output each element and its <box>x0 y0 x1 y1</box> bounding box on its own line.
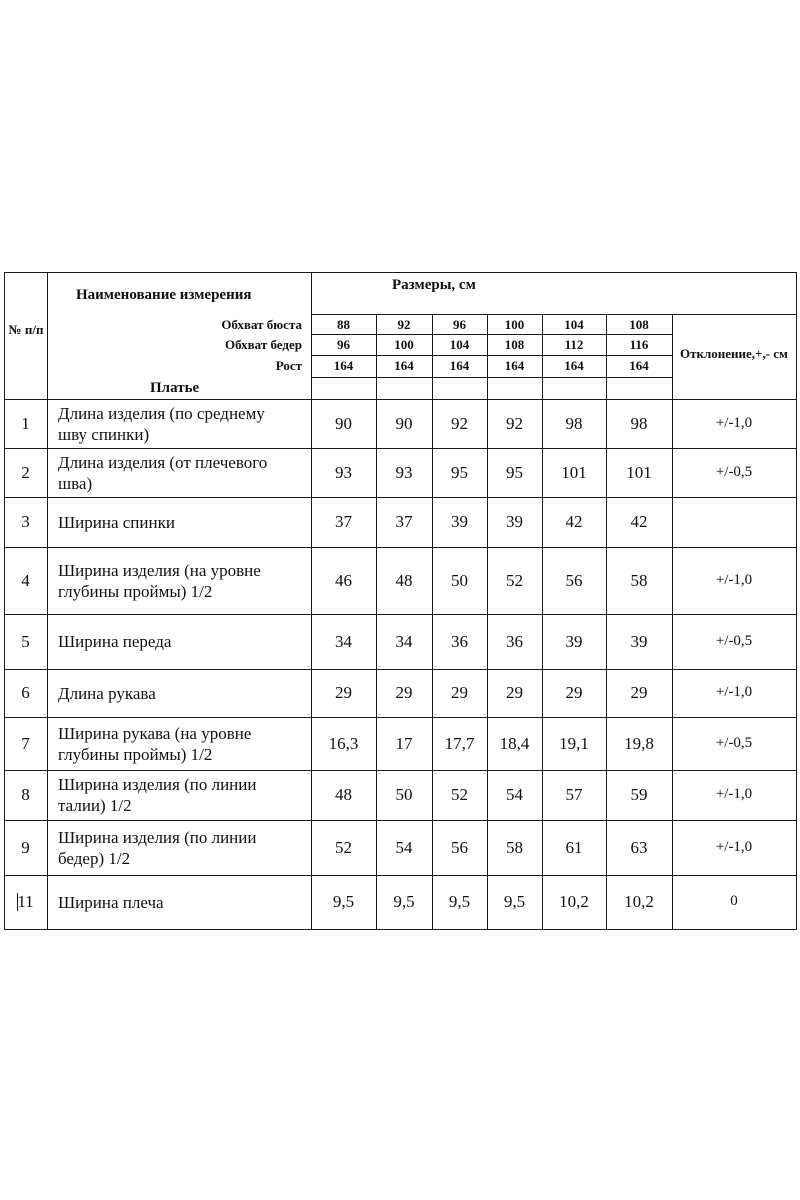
size-value-cell: 37 <box>335 512 352 531</box>
size-value-cell: 52 <box>451 785 468 804</box>
tolerance-cell: +/-0,5 <box>715 734 753 751</box>
bust-size-cell: 100 <box>504 317 525 332</box>
tolerance-cell: +/-1,0 <box>715 571 753 588</box>
size-value-cell: 17,7 <box>444 733 475 753</box>
height-size-cell: 164 <box>394 358 414 373</box>
size-value-cell: 98 <box>630 413 648 433</box>
table-border-left <box>4 272 5 930</box>
measurement-name: Ширина плеча <box>58 892 164 912</box>
size-value-cell: 18,4 <box>499 733 530 753</box>
size-value-cell: 50 <box>395 785 413 804</box>
size-value-cell: 9,5 <box>448 892 471 911</box>
row-divider <box>4 669 797 670</box>
size-value-cell: 54 <box>395 837 413 857</box>
size-value-cell: 52 <box>506 570 523 590</box>
column-divider <box>672 314 673 930</box>
size-value-cell: 101 <box>561 462 587 482</box>
size-value-cell: 39 <box>565 631 583 651</box>
measurement-name: Длина изделия (от плечевого шва) <box>58 452 268 493</box>
hips-size-cell: 104 <box>449 337 470 352</box>
size-value-cell: 16,3 <box>328 733 359 753</box>
hips-size-cell: 100 <box>394 337 414 352</box>
size-value-cell: 29 <box>335 683 352 702</box>
bust-size-cell: 92 <box>397 317 411 332</box>
hips-size-cell: 116 <box>629 337 649 352</box>
row-number: 6 <box>21 683 30 702</box>
tolerance-cell: +/-0,5 <box>715 632 753 649</box>
row-number: 11 <box>17 892 34 911</box>
size-value-cell: 58 <box>506 837 523 857</box>
size-value-cell: 17 <box>395 733 413 753</box>
bust-size-cell: 108 <box>629 317 649 332</box>
size-value-cell: 59 <box>630 785 648 804</box>
row-number: 8 <box>21 785 30 804</box>
tolerance-cell: +/-1,0 <box>715 414 753 431</box>
height-label: Рост <box>275 358 302 373</box>
size-value-cell: 90 <box>335 413 352 433</box>
size-value-cell: 39 <box>506 512 523 531</box>
size-value-cell: 29 <box>565 683 583 702</box>
tolerance-cell: +/-0,5 <box>715 463 753 480</box>
tolerance-cell: 0 <box>730 893 738 909</box>
measurement-name: Ширина рукава (на уровне глубины проймы) 1/2 <box>58 723 252 764</box>
size-value-cell: 58 <box>630 570 648 590</box>
row-number: 3 <box>21 512 30 531</box>
size-value-cell: 95 <box>451 462 468 482</box>
size-value-cell: 29 <box>506 683 523 702</box>
size-value-cell: 42 <box>565 512 583 531</box>
row-divider <box>4 614 797 615</box>
size-value-cell: 34 <box>395 631 413 651</box>
row-number: 7 <box>21 733 30 753</box>
table-border-right <box>796 272 797 930</box>
row-number: 9 <box>21 837 30 857</box>
measurement-name: Ширина спинки <box>58 512 175 532</box>
measurement-name: Ширина изделия (на уровне глубины проймы) 1/2 <box>58 560 261 601</box>
row-divider <box>311 377 672 378</box>
row-divider <box>311 334 672 335</box>
size-value-cell: 46 <box>335 570 352 590</box>
size-value-cell: 48 <box>335 785 352 804</box>
height-size-cell: 164 <box>564 358 584 373</box>
height-size-cell: 164 <box>629 358 649 373</box>
measurement-name: Ширина изделия (по линии бедер) 1/2 <box>58 827 257 868</box>
num-header: № п/п <box>8 322 44 337</box>
row-number: 4 <box>21 570 30 590</box>
size-value-cell: 56 <box>565 570 583 590</box>
size-value-cell: 95 <box>506 462 523 482</box>
size-value-cell: 9,5 <box>393 892 415 911</box>
size-value-cell: 10,2 <box>559 892 589 911</box>
size-value-cell: 54 <box>506 785 523 804</box>
column-divider <box>47 272 48 930</box>
size-value-cell: 61 <box>565 837 583 857</box>
size-value-cell: 29 <box>395 683 413 702</box>
size-value-cell: 52 <box>335 837 352 857</box>
size-value-cell: 19,1 <box>559 733 589 753</box>
size-value-cell: 29 <box>451 683 468 702</box>
row-number: 5 <box>21 631 30 651</box>
size-value-cell: 10,2 <box>624 892 654 911</box>
garment-label: Платье <box>150 380 200 396</box>
size-value-cell: 63 <box>630 837 648 857</box>
bust-label: Обхват бюста <box>221 317 302 332</box>
hips-size-cell: 96 <box>337 337 350 352</box>
hip-label: Обхват бедер <box>225 337 302 352</box>
bust-size-cell: 88 <box>337 317 350 332</box>
size-value-cell: 92 <box>506 413 523 433</box>
row-divider <box>4 547 797 548</box>
measurement-name: Длина изделия (по среднему шву спинки) <box>58 403 265 444</box>
row-divider <box>4 497 797 498</box>
row-divider <box>4 820 797 821</box>
row-divider <box>311 355 672 356</box>
measurement-name-header: Наименование измерения <box>76 287 252 303</box>
bust-size-cell: 96 <box>453 317 466 332</box>
size-value-cell: 9,5 <box>332 892 355 911</box>
size-value-cell: 37 <box>395 512 413 531</box>
table-border-top <box>4 272 797 273</box>
row-divider <box>311 314 797 315</box>
size-value-cell: 19,8 <box>624 733 654 753</box>
row-divider <box>4 875 797 876</box>
tolerance-cell: +/-1,0 <box>715 786 753 802</box>
table-border-bottom <box>4 929 797 930</box>
row-divider <box>4 448 797 449</box>
size-value-cell: 57 <box>565 785 583 804</box>
sizes-header: Размеры, см <box>392 277 476 293</box>
size-value-cell: 42 <box>630 512 648 531</box>
size-value-cell: 39 <box>630 631 648 651</box>
size-value-cell: 36 <box>451 631 468 651</box>
size-value-cell: 48 <box>395 570 413 590</box>
size-value-cell: 29 <box>630 683 648 702</box>
row-number: 2 <box>21 462 30 482</box>
row-divider <box>4 717 797 718</box>
bust-size-cell: 104 <box>564 317 584 332</box>
size-value-cell: 34 <box>335 631 352 651</box>
hips-size-cell: 108 <box>504 337 525 352</box>
tolerance-cell: +/-1,0 <box>715 838 753 855</box>
measurement-name: Ширина переда <box>58 632 172 651</box>
size-value-cell: 90 <box>395 413 413 433</box>
height-size-cell: 164 <box>504 358 525 373</box>
size-value-cell: 92 <box>451 413 468 433</box>
height-size-cell: 164 <box>333 358 354 373</box>
size-value-cell: 9,5 <box>503 892 526 911</box>
tolerance-header: Отклонение,+,- см <box>680 346 788 361</box>
tolerance-cell: +/-1,0 <box>715 684 753 700</box>
size-value-cell: 93 <box>395 462 413 482</box>
height-size-cell: 164 <box>449 358 470 373</box>
size-value-cell: 39 <box>451 512 468 531</box>
row-divider <box>4 399 797 400</box>
size-value-cell: 93 <box>335 462 352 482</box>
size-value-cell: 98 <box>565 413 583 433</box>
row-divider <box>4 770 797 771</box>
measurement-name: Ширина изделия (по линии талии) 1/2 <box>58 775 257 815</box>
measurement-name: Длина рукава <box>58 683 156 703</box>
size-value-cell: 36 <box>506 631 523 651</box>
size-value-cell: 50 <box>451 570 468 590</box>
size-value-cell: 56 <box>451 837 468 857</box>
size-value-cell: 101 <box>626 462 652 482</box>
row-number: 1 <box>21 413 30 433</box>
hips-size-cell: 112 <box>564 337 584 352</box>
